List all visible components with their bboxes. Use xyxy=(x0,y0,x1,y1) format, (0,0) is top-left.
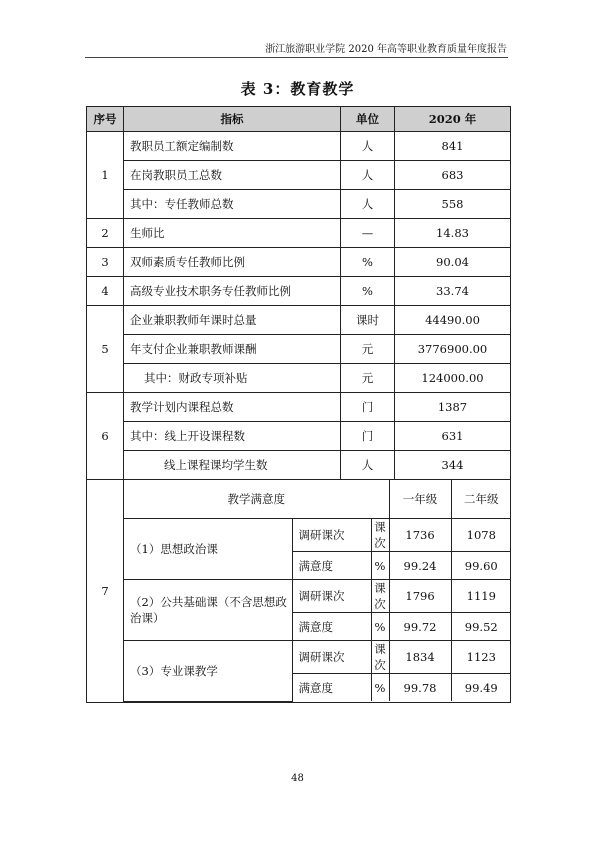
unit-cell: % xyxy=(341,248,395,277)
indicator-label: 高级专业技术职务专任教师比例 xyxy=(124,277,341,306)
table-row xyxy=(87,364,511,393)
indicator-label: 其中：线上开设课程数 xyxy=(124,422,341,451)
value-cell: 683 xyxy=(395,161,511,190)
unit-cell: 门 xyxy=(341,422,395,451)
indicator-label: 其中：财政专项补贴 xyxy=(124,364,341,393)
unit-cell: % xyxy=(341,277,395,306)
row-number: 6 xyxy=(87,393,124,480)
survey-label: 调研课次 xyxy=(292,641,371,674)
indicator-label: 生师比 xyxy=(124,219,341,248)
value-cell: 90.04 xyxy=(395,248,511,277)
satisfaction-unit: % xyxy=(371,613,389,641)
indicator-label: 双师素质专任教师比例 xyxy=(124,248,341,277)
value-cell: 558 xyxy=(395,190,511,219)
survey-year2: 1123 xyxy=(451,641,511,674)
table-row xyxy=(87,277,511,306)
satisfaction-cell xyxy=(124,480,511,703)
survey-year1: 1736 xyxy=(389,519,451,552)
row-number: 2 xyxy=(87,219,124,248)
row-number: 7 xyxy=(87,480,124,703)
row-number: 1 xyxy=(87,132,124,219)
unit-cell: 门 xyxy=(341,393,395,422)
row-number: 3 xyxy=(87,248,124,277)
unit-cell: 人 xyxy=(341,161,395,190)
indicator-label: 教职员工额定编制数 xyxy=(124,132,341,161)
page-number: 48 xyxy=(291,773,304,784)
header-divider xyxy=(85,57,508,58)
satisfaction-survey-row xyxy=(124,580,511,613)
satisfaction-heading: 教学满意度 xyxy=(124,480,389,519)
satisfaction-year1: 99.78 xyxy=(389,674,451,702)
value-cell: 1387 xyxy=(395,393,511,422)
satisfaction-survey-row xyxy=(124,641,511,674)
satisfaction-year2: 99.60 xyxy=(451,552,511,580)
year2-header: 二年级 xyxy=(451,480,511,519)
value-cell: 124000.00 xyxy=(395,364,511,393)
table-row xyxy=(87,190,511,219)
indicator-label: 其中：专任教师总数 xyxy=(124,190,341,219)
unit-cell: 人 xyxy=(341,132,395,161)
table-row xyxy=(87,451,511,480)
survey-year1: 1796 xyxy=(389,580,451,613)
unit-cell: — xyxy=(341,219,395,248)
survey-label: 调研课次 xyxy=(292,519,371,552)
survey-label: 调研课次 xyxy=(292,580,371,613)
value-cell: 14.83 xyxy=(395,219,511,248)
unit-cell: 人 xyxy=(341,451,395,480)
satisfaction-year1: 99.72 xyxy=(389,613,451,641)
value-cell: 3776900.00 xyxy=(395,335,511,364)
satisfaction-unit: % xyxy=(371,674,389,702)
table-row-satisfaction xyxy=(87,480,511,703)
indicator-label: 在岗教职员工总数 xyxy=(124,161,341,190)
satisfaction-label: 满意度 xyxy=(292,552,371,580)
survey-year1: 1834 xyxy=(389,641,451,674)
table-row xyxy=(87,248,511,277)
column-header-unit: 单位 xyxy=(341,107,395,132)
table-row xyxy=(87,335,511,364)
indicator-label: 线上课程课均学生数 xyxy=(124,451,341,480)
course-name: （2）公共基础课（不含思想政治课） xyxy=(124,580,292,641)
table-row xyxy=(87,393,511,422)
satisfaction-table xyxy=(124,480,511,702)
satisfaction-unit: % xyxy=(371,552,389,580)
satisfaction-survey-row xyxy=(124,519,511,552)
report-header: 浙江旅游职业学院 2020 年高等职业教育质量年度报告 xyxy=(265,44,507,55)
indicator-label: 年支付企业兼职教师课酬 xyxy=(124,335,341,364)
survey-unit: 课次 xyxy=(371,519,389,552)
table-row xyxy=(87,161,511,190)
satisfaction-header-row xyxy=(124,480,511,519)
unit-cell: 元 xyxy=(341,364,395,393)
table-title: 表 3：教育教学 xyxy=(240,80,355,98)
satisfaction-year1: 99.24 xyxy=(389,552,451,580)
value-cell: 33.74 xyxy=(395,277,511,306)
value-cell: 344 xyxy=(395,451,511,480)
satisfaction-label: 满意度 xyxy=(292,613,371,641)
value-cell: 44490.00 xyxy=(395,306,511,335)
row-number: 4 xyxy=(87,277,124,306)
value-cell: 631 xyxy=(395,422,511,451)
table-row xyxy=(87,422,511,451)
survey-year2: 1119 xyxy=(451,580,511,613)
table-row xyxy=(87,219,511,248)
satisfaction-year2: 99.52 xyxy=(451,613,511,641)
education-table xyxy=(86,106,511,703)
course-name: （1）思想政治课 xyxy=(124,519,292,580)
unit-cell: 元 xyxy=(341,335,395,364)
unit-cell: 人 xyxy=(341,190,395,219)
column-header-indicator: 指标 xyxy=(124,107,341,132)
table-row xyxy=(87,306,511,335)
indicator-label: 企业兼职教师年课时总量 xyxy=(124,306,341,335)
table-header-row xyxy=(87,107,511,132)
table-row xyxy=(87,132,511,161)
column-header-2020: 2020 年 xyxy=(395,107,511,132)
satisfaction-label: 满意度 xyxy=(292,674,371,702)
row-number: 5 xyxy=(87,306,124,393)
satisfaction-year2: 99.49 xyxy=(451,674,511,702)
survey-unit: 课次 xyxy=(371,641,389,674)
value-cell: 841 xyxy=(395,132,511,161)
column-header-no: 序号 xyxy=(87,107,124,132)
course-name: （3）专业课教学 xyxy=(124,641,292,702)
indicator-label: 教学计划内课程总数 xyxy=(124,393,341,422)
survey-unit: 课次 xyxy=(371,580,389,613)
survey-year2: 1078 xyxy=(451,519,511,552)
year1-header: 一年级 xyxy=(389,480,451,519)
unit-cell: 课时 xyxy=(341,306,395,335)
